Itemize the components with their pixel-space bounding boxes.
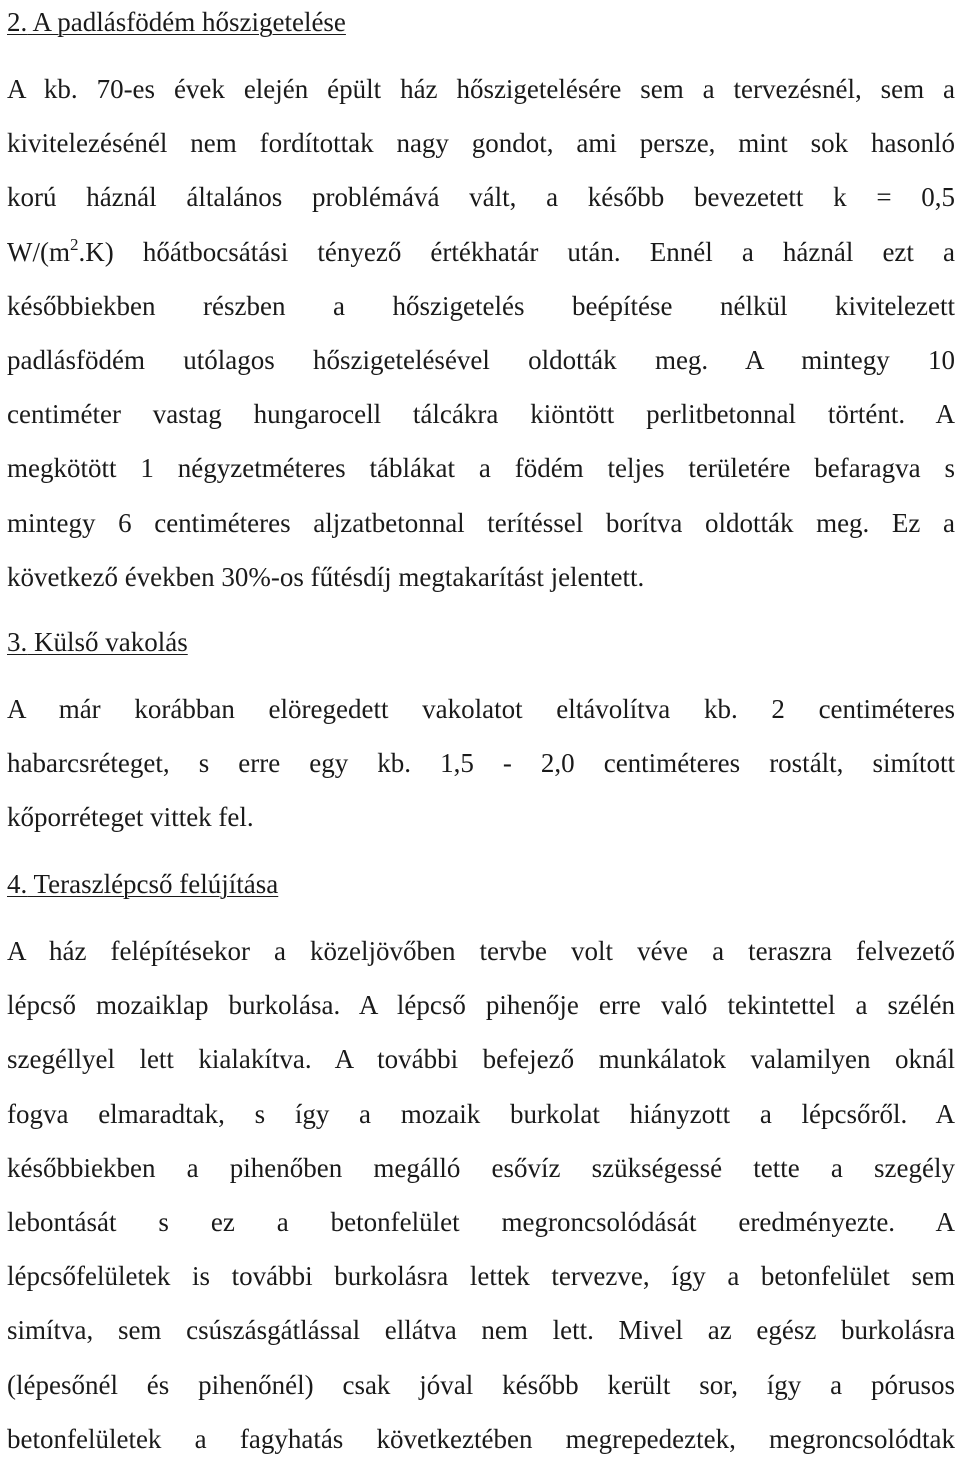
paragraph-line: lebontását s ez a betonfelület megroncsolódását eredményezte. A	[7, 1207, 955, 1238]
section-2-paragraph	[7, 62, 955, 604]
section-4-paragraph	[7, 924, 955, 1466]
unit-line-rest: .K) hőátbocsátási tényező értékhatár után. Ennél a háznál ezt a	[78, 236, 955, 267]
paragraph-line: későbbiekben a pihenőben megálló esővíz szükségessé tette a szegély	[7, 1152, 955, 1183]
paragraph-line: kőporréteget vittek fel.	[7, 802, 254, 833]
paragraph-line: padlásfödém utólagos hőszigetelésével oldották meg. A mintegy 10	[7, 345, 955, 376]
unit-prefix: W/(m	[7, 236, 70, 267]
section-2-number: 2.	[7, 7, 28, 37]
paragraph-line: lépcső mozaiklap burkolása. A lépcső pihenője erre való tekintettel a szélén	[7, 990, 955, 1021]
paragraph-line: betonfelületek a fagyhatás következtében megrepedeztek, megroncsolódtak	[7, 1423, 955, 1454]
section-2-title: A padlásfödém hőszigetelése	[32, 7, 346, 37]
paragraph-line: fogva elmaradtak, s így a mozaik burkolat hiányzott a lépcsőről. A	[7, 1098, 955, 1129]
section-3-number: 3.	[7, 627, 28, 657]
paragraph-line: következő években 30%-os fűtésdíj megtakarítást jelentett.	[7, 561, 645, 592]
section-3-heading	[7, 622, 188, 662]
paragraph-line: simítva, sem csúszásgátlással ellátva nem lett. Mivel az egész burkolásra	[7, 1315, 955, 1346]
paragraph-line: A ház felépítésekor a közeljövőben tervbe volt véve a teraszra felvezető	[7, 936, 955, 966]
paragraph-line: A kb. 70-es évek elején épült ház hőszigetelésére sem a tervezésnél, sem a	[7, 74, 955, 104]
paragraph-line: kivitelezésénél nem fordítottak nagy gondot, ami persze, mint sok hasonló	[7, 128, 955, 159]
unit-superscript: 2	[69, 234, 79, 254]
paragraph-line: korú háznál általános problémává vált, a később bevezetett k = 0,5	[7, 182, 955, 213]
paragraph-line: habarcsréteget, s erre egy kb. 1,5 - 2,0 centiméteres rostált, simított	[7, 748, 955, 779]
paragraph-line: mintegy 6 centiméteres aljzatbetonnal terítéssel borítva oldották meg. Ez a	[7, 507, 955, 538]
section-4-number: 4.	[7, 869, 28, 899]
paragraph-line: szegéllyel lett kialakítva. A további befejező munkálatok valamilyen oknál	[7, 1044, 955, 1075]
section-4-title: Teraszlépcső felújítása	[33, 869, 279, 899]
paragraph-line-unit	[7, 225, 955, 279]
paragraph-line: A már korábban elöregedett vakolatot eltávolítva kb. 2 centiméteres	[7, 694, 955, 724]
section-2-heading	[7, 2, 346, 42]
paragraph-line: lépcsőfelületek is további burkolásra lettek tervezve, így a betonfelület sem	[7, 1261, 955, 1292]
paragraph-line: megkötött 1 négyzetméteres táblákat a födém teljes területére befaragva s	[7, 453, 955, 484]
paragraph-line: későbbiekben részben a hőszigetelés beépítése nélkül kivitelezett	[7, 290, 955, 321]
paragraph-line: centiméter vastag hungarocell tálcákra kiöntött perlitbetonnal történt. A	[7, 399, 955, 430]
section-3-paragraph	[7, 682, 955, 845]
section-4-heading	[7, 864, 278, 904]
paragraph-line: (lépesőnél és pihenőnél) csak jóval később került sor, így a pórusos	[7, 1369, 955, 1400]
section-3-title: Külső vakolás	[34, 627, 188, 657]
